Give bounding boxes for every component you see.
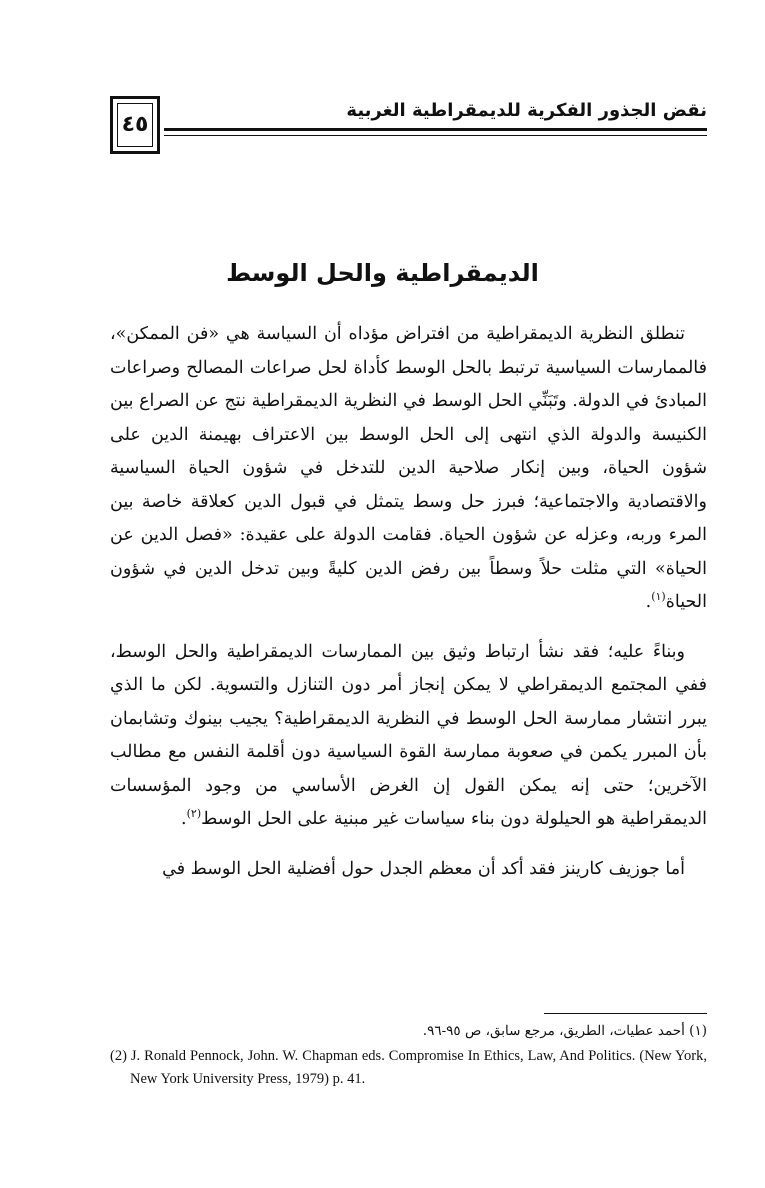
paragraph-text: أما جوزيف كارينز فقد أكد أن معظم الجدل حول أفضلية الحل الوسط في [162,858,685,879]
footnote-2: (2) J. Ronald Pennock, John. W. Chapman eds. Compromise In Ethics, Law, And Politics. (New York, New York University Press, 1979) p. 41. [110,1048,707,1087]
paragraph [110,853,707,887]
paragraph-end: . [645,592,652,612]
section-title: الديمقراطية والحل الوسط [226,259,539,287]
body-text [110,318,707,886]
paragraph [110,318,707,620]
running-title: نقض الجذور الفكرية للديمقراطية الغربية [346,100,707,121]
header-rule [164,128,707,131]
paragraph-end: . [181,809,187,829]
page-number-box [110,96,160,154]
page-number: ٤٥ [121,112,149,137]
footnotes [110,1020,707,1091]
page-header [110,96,707,160]
footnote-ref: (١) [651,590,666,604]
footnote-separator [544,1013,707,1014]
header-rule-thin [164,135,707,136]
paragraph [110,636,707,837]
paragraph-text: تنطلق النظرية الديمقراطية من افتراض مؤداه أن السياسة هي «فن الممكن»، فالممارسات السياسية ترتبط بالحل الوسط كأداة لحل صراعات المصالح وصراعات المبادئ في الدولة. وتَبَنِّي الحل الوسط في النظرية الديمقراطية نتج عن الصراع بين الكنيسة والدولة الذي انتهى إلى الحل الوسط بين الاعتراف بهيمنة الدين على شؤون الحياة، وبين إنكار صلاحية الدين للتدخل في شؤون الحياة السياسية والاقتصادية والاجتماعية؛ فبرز حل وسط يتمثل في قبول الدين كعلاقة خاصة بين المرء وربه، وعزله عن شؤون الحياة. فقامت الدولة على عقيدة: «فصل الدين عن الحياة» التي مثلت حلاً وسطاً بين رفض الدين كليةً وبين تدخل الدين في شؤون الحياة [110,324,707,612]
footnote-1: (١) أحمد عطيات، الطريق، مرجع سابق، ص ٩٥-٩٦. [422,1023,707,1039]
footnote-ref: (٢) [186,807,202,821]
paragraph-text: وبناءً عليه؛ فقد نشأ ارتباط وثيق بين الممارسات الديمقراطية والحل الوسط، ففي المجتمع الديمقراطي لا يمكن إنجاز أمر دون التنازل والتسوية. لكن ما الذي يبرر انتشار ممارسة الحل الوسط في النظرية الديمقراطية؟ يجيب بينوك وتشابمان بأن المبرر يكمن في صعوبة ممارسة القوة السياسية دون أقلمة النفس مع مطالب الآخرين؛ حتى إنه يمكن القول إن الغرض الأساسي من وجود المؤسسات الديمقراطية هو الحيلولة دون بناء سياسات غير مبنية على الحل الوسط [110,641,707,829]
